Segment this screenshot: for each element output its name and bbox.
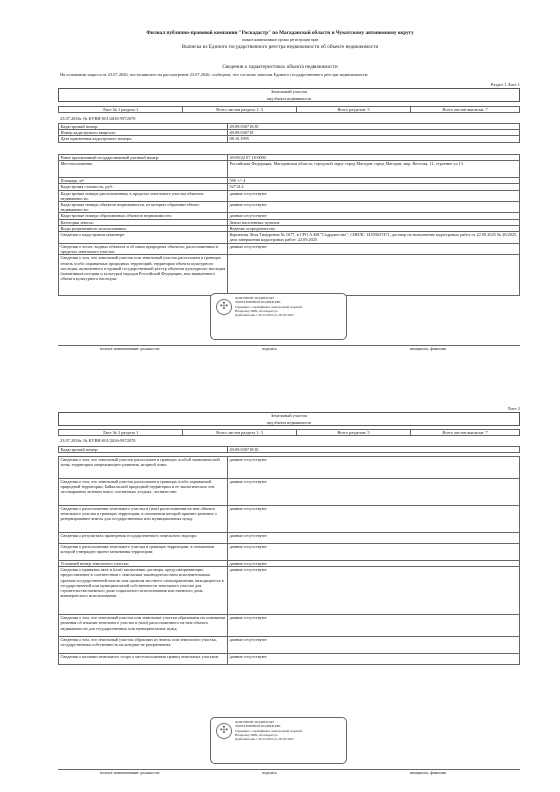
row-label: Сведения о принятии акта и (или) заключении договора, предусматривающих предоставление в соответствии с земельным законодательством исполнительным органом государственной власти или органом местного самоуправления, находящегося в государственной или муниципальной собственности земельного участка для строительства наемного дома социального использования или наемного дома коммерческого использования: (59, 567, 228, 615)
row-label: Сведения о том, что земельный участок или земельные участки образованы на основании решения об изъятии земельного участка и (или) расположенного на нем объекта недвижимости для государственных или муниципальных нужд: (59, 615, 228, 637)
row-label: Сведения о лесах, водных объектах и об иных природных объектах, расположенных в пределах земельного участка: (59, 244, 228, 255)
row-label: Кадастровый номер: (59, 124, 228, 130)
stamp-line: Действителен с 20.12.2025 по 20.03.2027 (235, 737, 294, 742)
section-label: Раздел 1 Лист 1 (490, 82, 520, 87)
emblem-icon: ✣ (216, 299, 232, 315)
stamp-line: Владелец: ППК «Роскадастр» (235, 308, 279, 313)
date-number-2: 23.07.2026г. № КУВИ-001/2026-9972070 (60, 438, 136, 443)
object-type: Земельный участок (270, 89, 308, 94)
row-value: 49:09:030718:81 (228, 124, 520, 130)
stamp-line: Владелец: ППК «Роскадастр» (235, 732, 279, 737)
stamp-line: ЭЛЕКТРОННОЙ ПОДПИСЬЮ (235, 300, 281, 305)
sheet-info-table-2 (58, 429, 520, 436)
sheets-total: Всего листов выписки: 7 (411, 107, 520, 113)
row-value: данные отсутствуют (228, 457, 520, 479)
cadastral-table (58, 123, 520, 143)
table-row (59, 637, 520, 654)
row-label: Сведения о кадастровом инженере: (59, 232, 228, 244)
table-row (59, 533, 520, 544)
row-label: Сведения о результатах проведения государственного земельного надзора: (59, 533, 228, 544)
row-value: Карпатова Леля Тимуровна № 1677, в СРО А КИ "Содружество", СНИЛС 14359637471, договор на выполнение кадастровых работ от 22.09.2025 № 20/2025, дата завершения кадастровых работ: 22.09.2025 (228, 232, 520, 244)
row-value: данные отсутствуют (228, 190, 520, 201)
table-row (59, 479, 520, 506)
row-value: данные отсутствуют (228, 544, 520, 561)
table-row (59, 654, 520, 665)
sheet-label: Лист 2 (507, 406, 520, 411)
object-type-2: Земельный участок (270, 413, 308, 418)
stamp-line: ДОКУМЕНТ ПОДПИСАН (235, 720, 274, 724)
row-label: Кадастровые номера образованных объектов недвижимости: (59, 213, 228, 219)
row-label: Дата присвоения кадастрового номера: (59, 136, 228, 142)
row-value: 49:09:030718 (228, 130, 520, 136)
signature-position-caption-2: полное наименование должности (100, 770, 160, 775)
organization-title: Филиал публично-правовой компании "Роскадастр" по Магаданской области и Чукотскому автономному округу (146, 30, 414, 36)
organization-subtitle: полное наименование органа регистрации прав (241, 38, 319, 42)
emblem-icon-2: ✣ (216, 723, 232, 739)
object-type-box-2 (58, 412, 520, 426)
row-value: данные отсутствуют (228, 654, 520, 665)
row-label: Виды разрешенного использования: (59, 225, 228, 231)
row-value: Российская Федерация, Магаданская область, городской округ город Магадан, город Магадан, мкр. Веселая, 11, строение ул.13 (228, 161, 520, 178)
signature-name-caption: инициалы, фамилия (410, 346, 446, 351)
row-value: данные отсутствуют (228, 202, 520, 213)
table-row (59, 202, 520, 213)
characteristics-title: Сведения о характеристиках объекта недвижимости (222, 64, 338, 70)
signature-caption-2: подпись (262, 770, 277, 775)
sheet-info-table (58, 106, 520, 113)
table-row (59, 506, 520, 533)
row-label: Кадастровые номера объектов недвижимости, из которых образован объект недвижимости: (59, 202, 228, 213)
row-value: 08.10.1995 (228, 136, 520, 142)
date-number: 23.07.2026г. № КУВИ-001/2026-9972070 (60, 116, 136, 121)
row-label: Номер кадастрового квартала: (59, 130, 228, 136)
table-row (59, 190, 520, 201)
row-label: Сведения о наличии земельного спора о местоположении границ земельных участков: (59, 654, 228, 665)
row-value: данные отсутствуют (228, 567, 520, 615)
stamp-text-2 (235, 720, 342, 741)
row-label: Сведения о том, что земельный участок или земельный участок расположен в границах земель особо охраняемых природных территорий, территории объекта культурного наследия, включенного в единый государственный реестр объектов культурного наследия (памятников истории и культуры) народов Российской Федерации, или выявленного объекта культурного наследия: (59, 255, 228, 296)
signature-name-caption-2: инициалы, фамилия (410, 770, 446, 775)
row-value: данные отсутствуют (228, 637, 520, 654)
sheets-in-section-2: Всего листов раздела 1: 3 (183, 430, 297, 436)
table-row (59, 544, 520, 561)
row-label: Местоположение: (59, 161, 228, 178)
stamp-line: Сведения о сертификате электронной подписи (235, 728, 303, 733)
stamp-line: ДОКУМЕНТ ПОДПИСАН (235, 296, 274, 300)
row-label: Площадь, м²: (59, 178, 228, 184)
details-table (58, 456, 520, 665)
stamp-line: ЭЛЕКТРОННОЙ ПОДПИСЬЮ (235, 724, 281, 729)
sheets-in-section: Всего листов раздела 1: 3 (183, 107, 297, 113)
object-type-box (58, 88, 520, 102)
request-line: На основании запроса от 23.07.2026, поступившего на рассмотрение 23.07.2026, сообщаем, что согласно записям Единого государственного реестра недвижимости: (60, 72, 369, 77)
cadastral-label-2: Кадастровый номер: (59, 447, 228, 453)
row-value: Земли населенных пунктов (228, 219, 520, 225)
cadastral-value-2: 49:09:030718:81 (228, 447, 520, 453)
row-label: Сведения о том, что земельный участок образован из земель или земельного участка, государственная собственность на которые не разграничена: (59, 637, 228, 654)
row-value: данные отсутствуют (228, 479, 520, 506)
row-value: данные отсутствуют (228, 615, 520, 637)
row-value: данные отсутствуют (228, 506, 520, 533)
table-row (59, 232, 520, 244)
table-row (59, 567, 520, 615)
stamp-line: Сведения о сертификате электронной подписи (235, 304, 303, 309)
row-value: 590 +/- 4 (228, 178, 520, 184)
sheets-total-2: Всего листов выписки: 7 (411, 430, 520, 436)
row-label: Сведения о том, что земельный участок расположен в границах особой экономической зоны, территории опережающего развития, игорной зоны: (59, 457, 228, 479)
row-value (228, 255, 520, 296)
characteristics-table (58, 154, 520, 296)
cadastral-table-2 (58, 446, 520, 453)
table-row (59, 161, 520, 178)
object-type-subtitle: вид объекта недвижимости (266, 96, 312, 101)
stamp-line: Действителен с 20.12.2025 по 20.03.2027 (235, 313, 294, 318)
row-label: Сведения о расположении земельного участка в (или) расположении на нем объекта земельного участка в границах территории, в отношении которой принято решение о резервировании земель для государственных или муниципальных нужд: (59, 506, 228, 533)
row-value: данные отсутствуют (228, 561, 520, 567)
row-label: Кадастровая стоимость, руб.: (59, 184, 228, 190)
signature-stamp-2 (210, 717, 347, 764)
sheet-number-2: Лист № 2 раздела 1 (59, 430, 183, 436)
row-label: Категория земель: (59, 219, 228, 225)
object-type-subtitle-2: вид объекта недвижимости (266, 420, 312, 425)
row-label: Ранее присвоенный государственный учетный номер: (59, 155, 228, 161)
document-title: Выписка из Единого государственного реестра недвижимости об объекте недвижимости (181, 44, 379, 50)
row-value: данные отсутствуют (228, 533, 520, 544)
row-value: Ведение огородничества (228, 225, 520, 231)
row-value: 49-09/22 07 18-0000 (228, 155, 520, 161)
table-row (59, 244, 520, 255)
stamp-text (235, 296, 342, 317)
signature-caption: подпись (262, 346, 277, 351)
sections-total-2: Всего разделов: 5 (297, 430, 411, 436)
sheet-number: Лист № 1 раздела 1 (59, 107, 183, 113)
row-label: Сведения о расположении земельного участка в границах территории, в отношении которой утвержден проект межевания территории: (59, 544, 228, 561)
row-value: данные отсутствуют (228, 213, 520, 219)
table-row (59, 615, 520, 637)
sections-total: Всего разделов: 5 (297, 107, 411, 113)
row-label: Кадастровые номера расположенных в пределах земельного участка объектов недвижимости: (59, 190, 228, 201)
row-label: Сведения о том, что земельный участок расположен в границах особо охраняемой природной территории, Байкальской природной территории и ее экологических зон, лесопарковом зеленом поясе, охотничьих угодьях, лесничестве: (59, 479, 228, 506)
signature-stamp (210, 293, 347, 340)
table-row (59, 255, 520, 296)
row-value: данные отсутствуют (228, 244, 520, 255)
signature-position-caption: полное наименование должности (100, 346, 160, 351)
row-value: 52714.4 (228, 184, 520, 190)
table-row (59, 136, 520, 142)
table-row (59, 457, 520, 479)
row-label: Условный номер земельного участка: (59, 561, 228, 567)
